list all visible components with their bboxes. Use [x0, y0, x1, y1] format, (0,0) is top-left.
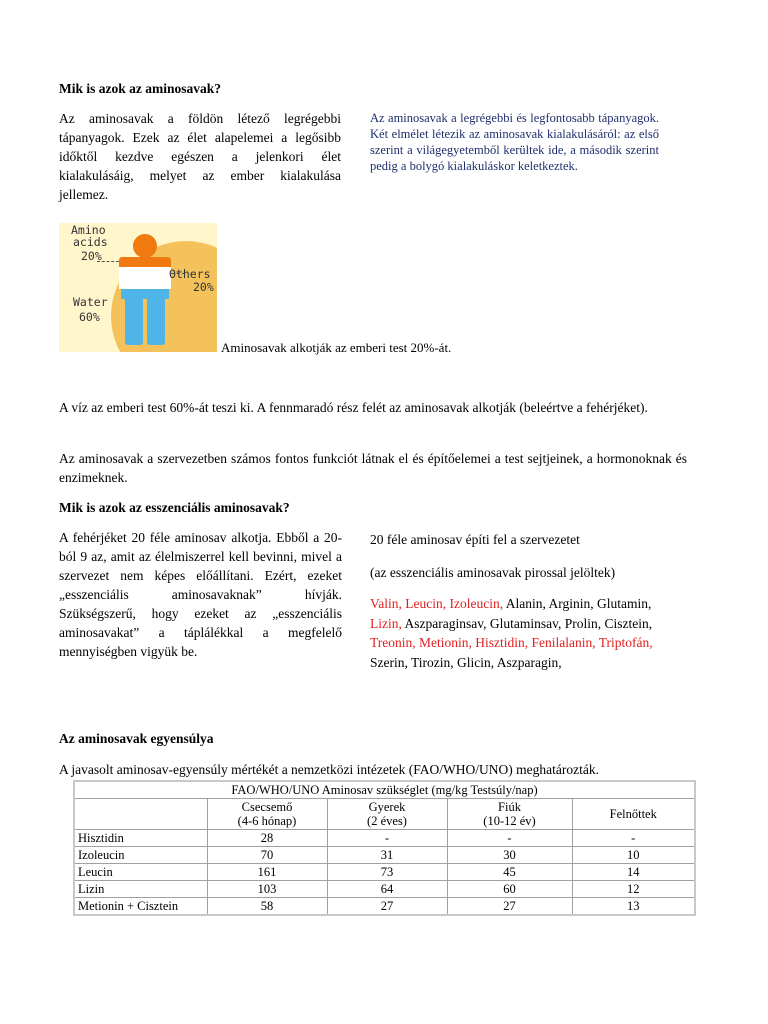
table-cell: 60 [447, 881, 572, 898]
essential-amino-acid: Treonin, [370, 635, 416, 650]
essential-amino-acid: Metionin, [419, 635, 472, 650]
paragraph-water: A víz az emberi test 60%-át teszi ki. A fennmaradó rész felét az aminosavak alkotják (beleértve a fehérjéket). [59, 400, 648, 415]
amino-acid: Alanin, [505, 596, 546, 611]
figure-others-segment [119, 267, 171, 289]
heading-what-are-amino-acids: Mik is azok az aminosavak? [59, 81, 222, 96]
table-header-boys: Fiúk (10-12 év) [447, 799, 572, 830]
table-row-name: Hisztidin [74, 830, 207, 847]
intro-paragraph-right: Az aminosavak a legrégebbi és legfontosabb tápanyagok. Két elmélet létezik az aminosavak kialakulásáról: az első szerint a világegyetemből kerültek ide, a második szerint pedig a bolygó kialakuláskor keletkeztek. [370, 111, 659, 173]
table-row [74, 881, 695, 898]
table-header-adults: Felnőttek [572, 799, 695, 830]
figure-label-water-2: 60% [79, 310, 100, 324]
figure-water-segment [121, 289, 169, 299]
table-cell: - [327, 830, 447, 847]
amino-requirement-table [73, 780, 696, 916]
table-row-name: Metionin + Cisztein [74, 898, 207, 916]
amino-acid: Szerin, [370, 654, 408, 670]
table-row [74, 864, 695, 881]
amino-acid-list [370, 594, 670, 672]
table-header-child: Gyerek (2 éves) [327, 799, 447, 830]
table-row-name: Leucin [74, 864, 207, 881]
amino-acid: Glutamin, [597, 596, 652, 611]
essential-note-line: (az esszenciális aminosavak pirossal jelöltek) [370, 565, 616, 580]
table-row [74, 847, 695, 864]
table-cell: 13 [572, 898, 695, 916]
essential-amino-acid: Fenilalanin, [531, 635, 596, 650]
table-header-empty [74, 799, 207, 830]
amino-acid: Glicin, [457, 654, 495, 670]
table-cell: 64 [327, 881, 447, 898]
intro-paragraph-left: Az aminosavak a földön létező legrégebbi tápanyagok. Ezek az élet alapelemei a legősibb időktől kezdve egészen a jelenkori élet kialakulásáig, melyet az ember kialakulása jellemez. [59, 111, 341, 202]
figure-amino-segment [119, 257, 171, 267]
amino-acid: Glutaminsav, [489, 615, 562, 631]
table-cell: 27 [327, 898, 447, 916]
amino-acid: Arginin, [548, 596, 594, 611]
essential-amino-acid: Izoleucin, [449, 596, 504, 611]
table-cell: 30 [447, 847, 572, 864]
table-row-name: Izoleucin [74, 847, 207, 864]
essential-intro-line: 20 féle aminosav építi fel a szervezetet [370, 532, 580, 547]
table-header-row [74, 799, 695, 830]
paragraph-balance: A javasolt aminosav-egyensúly mértékét a nemzetközi intézetek (FAO/WHO/UNO) meghatározták. [59, 762, 599, 777]
figure-label-others-1: Others [169, 267, 211, 281]
amino-acid: Aszparagin, [496, 654, 562, 670]
figure-head [133, 234, 157, 258]
heading-amino-balance: Az aminosavak egyensúlya [59, 731, 214, 746]
essential-amino-acid: Lizin, [370, 615, 402, 631]
amino-acid: Prolin, [564, 615, 602, 631]
body-composition-figure [59, 223, 217, 352]
essential-amino-acid: Leucin, [405, 596, 447, 611]
table-header-infant: Csecsemő (4-6 hónap) [207, 799, 327, 830]
figure-label-amino-2: acids [73, 235, 108, 249]
essential-amino-acid: Valin, [370, 596, 402, 611]
essential-amino-acid: Hisztidin, [475, 635, 529, 650]
amino-acid: Tirozin, [411, 654, 454, 670]
amino-acid: Cisztein, [604, 615, 653, 631]
figure-label-amino-3: 20% [81, 249, 102, 263]
essential-amino-acid: Triptofán, [598, 635, 653, 650]
table-title-row [74, 781, 695, 799]
table-cell: 28 [207, 830, 327, 847]
figure-caption: Aminosavak alkotják az emberi test 20%-át. [221, 340, 452, 355]
essential-paragraph-left: A fehérjéket 20 féle aminosav alkotja. Ebből a 20-ból 9 az, amit az élelmiszerrel kell bevinni, mivel a szervezet nem képes előállítani. Ezért, ezeket „esszenciális aminosavaknak” hívják. Szükségszerű, hogy ezeket az „esszenciális aminosavakat” a táplálékkal a megfelelő mennyiségben vigyük be. [59, 530, 342, 659]
table-title: FAO/WHO/UNO Aminosav szükséglet (mg/kg Testsúly/nap) [74, 781, 695, 799]
table-cell: 58 [207, 898, 327, 916]
table-cell: 103 [207, 881, 327, 898]
figure-right-leg [147, 299, 165, 345]
figure-label-others-2: 20% [193, 280, 214, 294]
table-cell: 12 [572, 881, 695, 898]
table-row [74, 898, 695, 916]
figure-label-amino-1: Amino [71, 223, 106, 237]
table-cell: - [572, 830, 695, 847]
figure-label-water-1: Water [73, 295, 108, 309]
table-cell: 45 [447, 864, 572, 881]
table-cell: 10 [572, 847, 695, 864]
table-cell: 31 [327, 847, 447, 864]
table-row [74, 830, 695, 847]
figure-left-leg [125, 299, 143, 345]
heading-essential-amino-acids: Mik is azok az esszenciális aminosavak? [59, 500, 290, 515]
table-cell: 161 [207, 864, 327, 881]
amino-acid: Aszparaginsav, [404, 615, 487, 631]
table-cell: 73 [327, 864, 447, 881]
table-row-name: Lizin [74, 881, 207, 898]
table-cell: 70 [207, 847, 327, 864]
table-cell: - [447, 830, 572, 847]
table-cell: 14 [572, 864, 695, 881]
paragraph-functions: Az aminosavak a szervezetben számos fontos funkciót látnak el és építőelemei a test sejtjeinek, a hormonoknak és enzimeknek. [59, 451, 687, 485]
table-cell: 27 [447, 898, 572, 916]
